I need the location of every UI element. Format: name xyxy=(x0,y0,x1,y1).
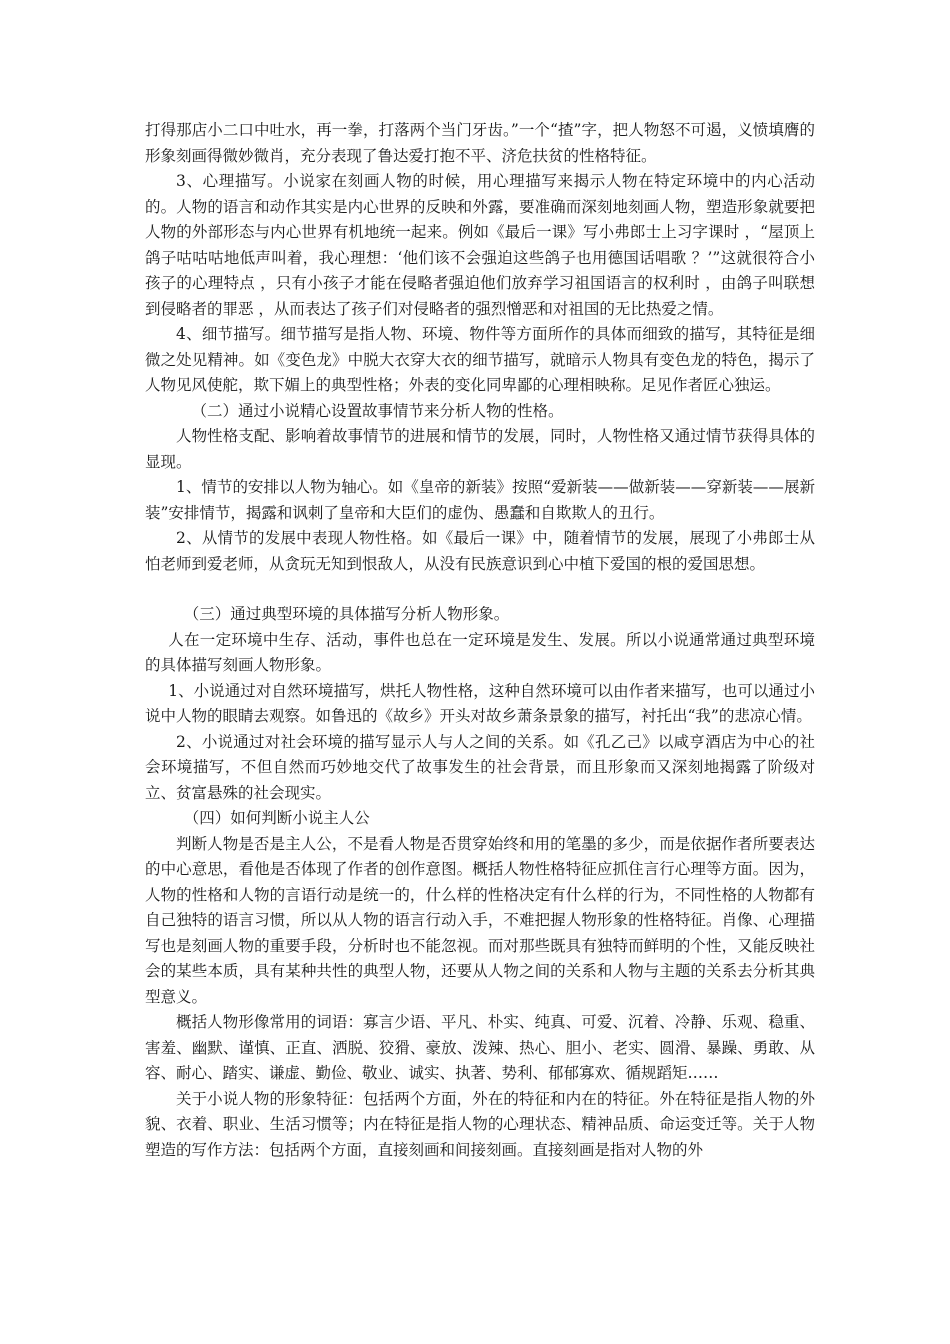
document-page xyxy=(145,118,815,1163)
paragraph-plot-development: 2、从情节的发展中表现人物性格。如《最后一课》中，随着情节的发展，展现了小弗郎士从怕老师到爱老师，从贪玩无知到恨敌人，从没有民族意识到心中植下爱国的根的爱国思想。 xyxy=(145,529,815,573)
paragraph-environment-intro: 人在一定环境中生存、活动，事件也总在一定环境是发生、发展。所以小说通常通过典型环境的具体描写刻画人物形象。 xyxy=(145,630,815,674)
paragraph-character-traits: 关于小说人物的形象特征：包括两个方面，外在的特征和内在的特征。外在特征是指人物的外貌、衣着、职业、生活习惯等；内在特征是指人物的心理状态、精神品质、命运变迁等。关于人物塑造的写作方法：包括两个方面，直接刻画和间接刻画。直接刻画是指对人物的外 xyxy=(145,1089,815,1159)
paragraph-plot-intro: 人物性格支配、影响着故事情节的进展和情节的发展，同时，人物性格又通过情节获得具体的显现。 xyxy=(145,427,815,471)
blank-line xyxy=(145,577,815,602)
paragraph-natural-environment: 1、小说通过对自然环境描写，烘托人物性格，这种自然环境可以由作者来描写，也可以通过小说中人物的眼睛去观察。如鲁迅的《故乡》开头对故乡萧条景象的描写，衬托出“我”的悲凉心情。 xyxy=(145,681,815,725)
paragraph-detail-description: 4、细节描写。细节描写是指人物、环境、物件等方面所作的具体而细致的描写，其特征是细微之处见精神。如《变色龙》中脱大衣穿大衣的细节描写，就暗示人物具有变色龙的特色，揭示了人物见风使舵，欺下媚上的典型性格；外表的变化同卑鄙的心理相映称。足见作者匠心独运。 xyxy=(145,325,815,394)
paragraph-psychological-description: 3、心理描写。小说家在刻画人物的时候，用心理描写来揭示人物在特定环境中的内心活动的。人物的语言和动作其实是内心世界的反映和外露，要准确而深刻地刻画人物，塑造形象就要把人物的外部形态与内心世界有机地统一起来。例如《最后一课》写小弗郎士上习字课时 ，“屋顶上鸽子咕咕咕地低声叫着，我心理想：‘他们该不会强迫这些鸽子也用德国话唱歌 ？’”这就很符合小孩子的心理特点 ，只有小孩子才能在侵略者强迫他们放弃学习祖国语言的权利时 ，由鸽子叫联想到侵略者的罪恶 ，从而表达了孩子们对侵略者的强烈憎恶和对祖国的无比热爱之情。 xyxy=(145,172,815,318)
paragraph-protagonist-judgement: 判断人物是否是主人公，不是看人物是否贯穿始终和用的笔墨的多少，而是依据作者所要表达的中心意思，看他是否体现了作者的创作意图。概括人物性格特征应抓住言行心理等方面。因为，人物的性格和人物的言语行动是统一的，什么样的性格决定有什么样的行为，不同性格的人物都有自己独特的语言习惯，所以从人物的语言行动入手，不难把握人物形象的性格特征。肖像、心理描写也是刻画人物的重要手段，分析时也不能忽视。而对那些既具有独特而鲜明的个性，又能反映社会的某些本质，具有某种共性的典型人物，还要从人物之间的关系和人物与主题的关系去分析其典型意义。 xyxy=(145,834,815,1006)
paragraph-plot-axis: 1、情节的安排以人物为轴心。如《皇帝的新装》按照“爱新装——做新装——穿新装——展新装”安排情节，揭露和讽刺了皇帝和大臣们的虚伪、愚蠢和自欺欺人的丑行。 xyxy=(145,478,815,522)
section-heading-environment: （三）通过典型环境的具体描写分析人物形象。 xyxy=(183,605,510,623)
paragraph-character-vocabulary: 概括人物形像常用的词语：寡言少语、平凡、朴实、纯真、可爱、沉着、冷静、乐观、稳重、害羞、幽默、谨慎、正直、洒脱、狡猾、豪放、泼辣、热心、胆小、老实、圆滑、暴躁、勇敢、从容、耐心、踏实、谦虚、勤俭、敬业、诚实、执著、势利、郁郁寡欢、循规蹈矩…… xyxy=(145,1013,815,1082)
section-heading-plot: （二）通过小说精心设置故事情节来分析人物的性格。 xyxy=(191,401,564,420)
paragraph-social-environment: 2、小说通过对社会环境的描写显示人与人之间的关系。如《孔乙己》以咸亨酒店为中心的社会环境描写，不但自然而巧妙地交代了故事发生的社会背景，而且形象而又深刻地揭露了阶级对立、贫富悬殊的社会现实。 xyxy=(145,732,815,802)
section-heading-protagonist: （四）如何判断小说主人公 xyxy=(183,809,370,827)
paragraph-continuation: 打得那店小二口中吐水，再一拳，打落两个当门牙齿。”一个“揸”字，把人物怒不可遏，义愤填膺的形象刻画得微妙微肖，充分表现了鲁达爱打抱不平、济危扶贫的性格特征。 xyxy=(145,121,815,165)
